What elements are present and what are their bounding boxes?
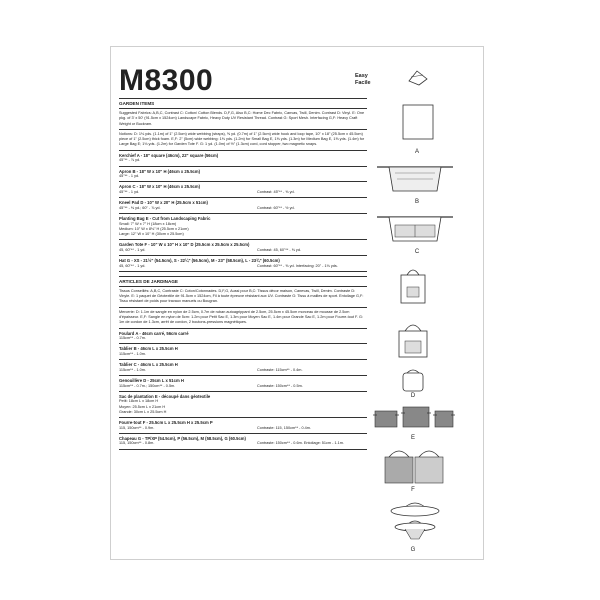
pattern-number: M8300	[119, 64, 214, 97]
yardage-contrast: Contrast: 45"** - ⅜ yd.	[257, 189, 295, 194]
yardage-row	[119, 384, 367, 389]
garden-tote-illustration	[379, 445, 449, 485]
yardage-main: 45"** - ⅞ yd.	[119, 158, 141, 163]
yardage-item-title: Apron B - 18" W x 10" H (46cm x 25.5cm)	[119, 168, 201, 174]
yardage-item-title: Foulard A - 46cm carré, 56cm carré	[119, 330, 189, 336]
tote-illustration-1	[393, 265, 433, 305]
hat-illustration	[385, 495, 445, 545]
yardage-item-title: Sac de plantation E - découpé dans géotextile	[119, 393, 211, 399]
view-label-g: G	[410, 547, 416, 553]
yardage-item-title: Hat G - XS - 21½" (54.5cm), S - 22¼" (56.5cm), M - 23" (58.5cm), L - 23¾" (60.5cm)	[119, 257, 280, 263]
yardage-main: Large: 12" W x 10" H (30cm x 25.5cm)	[119, 231, 184, 236]
yardage-row	[119, 368, 367, 373]
yardage-contrast: Contraste: 150cm** - 0.5m.	[257, 383, 303, 388]
yardage-row	[119, 352, 367, 357]
yardage-main: 115cm** - 1.0m.	[119, 367, 146, 372]
yardage-row	[119, 206, 367, 211]
yardage-contrast: Contrast: 60"** - ⅝ yd. Interfacing: 20" - 1⅛ yds.	[257, 263, 338, 268]
yardage-row	[119, 441, 367, 446]
notions-fr: Mercerie: D: 1.1m de sangle en nylon de 2.5cm, 0.7m de ruban autoagrippant de 2.5cm, 25.5cm x 45.5cm morceau de mousse de 2.5cm d'épaisseur. E,F: Sangle en nylon de 5cm: 1.2m pour Petit Sac E, 1.3m pour Moyen Sac E, 1.4m pour Grande Sac E, 1.2m pour Fourre-tout F. G: 1m de cordon de 1.3cm, arrêt de cordon, 2 boutons-pressions magnétiques.	[119, 309, 364, 325]
yardage-main: 115, 150cm** - 0.8m.	[119, 441, 155, 446]
view-illustrations	[369, 69, 479, 557]
yardage-contrast	[257, 336, 367, 341]
planting-bag-illustration	[371, 403, 457, 431]
yardage-contrast	[257, 232, 367, 237]
apron-b-illustration	[375, 161, 455, 197]
fabrics-en: Suggested Fabrics: A,B,C, Contrast C: Cotton/ Cotton Blends. D,F,G, Also B,C: Home Dec Fabric, Canvas, Twill, Denim. Contrast D: Vinyl. E: One pkg. of 3' x 50' (91.5cm x 1524cm) Landscape Fabric, Heavy Duty UV Resistant Thread. Contrast G: Sport Mesh. Interfacing G,F: Heavy Craft Weight or Buckram.	[119, 111, 365, 126]
yardage-main: 45"** - 1 yd.	[119, 174, 140, 179]
yardage-row	[119, 410, 367, 415]
yardage-row	[119, 232, 367, 237]
difficulty-fr: Facile	[355, 80, 371, 86]
yardage-contrast: Contraste: 115, 150cm** - 0.4m.	[257, 425, 311, 430]
yardage-item-title: Tablier C - 46cm L x 25.5cm H	[119, 362, 178, 368]
kerchief-illustration	[397, 69, 437, 149]
view-label-b: B	[414, 199, 419, 205]
pattern-envelope-back	[110, 46, 484, 560]
yardage-main: Grande: 30cm L x 25.5cm H	[119, 409, 167, 414]
yardage-list-en	[119, 153, 367, 272]
view-label-d: D	[410, 393, 416, 399]
yardage-item-title: Apron C - 18" W x 10" H (46cm x 25.5cm)	[119, 184, 201, 190]
yardage-main: 45"** - 1 yd.	[119, 189, 140, 194]
view-label-a: A	[414, 149, 419, 155]
apron-c-illustration	[375, 211, 455, 247]
yardage-contrast	[257, 352, 367, 357]
yardage-item-title: Kneel Pad D - 10" W x 20" H (25.5cm x 51cm)	[119, 200, 208, 206]
yardage-row	[119, 248, 367, 253]
yardage-item-title: Fourre-tout F - 25.5cm L x 25.5cm H x 25.5cm P	[119, 419, 213, 425]
yardage-contrast	[257, 158, 367, 163]
tote-illustration-2	[393, 319, 433, 359]
yardage-main: Small: 7" W x 7" H (18cm x 18cm)	[119, 221, 177, 226]
yardage-contrast: Contraste: 115cm** - 0.4m.	[257, 367, 303, 372]
yardage-item-title: Chapeau G - TP/XP (54.5cm), P (56.5cm), M (58.5cm), G (60.5cm)	[119, 435, 246, 441]
yardage-item-title: Planting Bag E - Cut from Landscaping Fabric	[119, 215, 211, 221]
view-label-c: C	[414, 249, 420, 255]
yardage-main: 45, 60"** - 1 yd.	[119, 247, 146, 252]
yardage-row	[119, 264, 367, 269]
section-heading-en: GARDEN ITEMS	[119, 101, 155, 106]
yardage-contrast: Contrast: 60"** - ½ yd.	[257, 205, 295, 210]
yardage-row	[119, 158, 367, 163]
yardage-main: 115cm** - 1.0m.	[119, 351, 146, 356]
text-column	[119, 96, 367, 452]
yardage-row	[119, 336, 367, 341]
yardage-main: 45, 60"** - 1 yd.	[119, 263, 146, 268]
view-label-f: F	[411, 487, 415, 493]
yardage-main: Medium: 10" W x 8⅛" H (25.5cm x 21cm)	[119, 226, 189, 231]
yardage-main: 115cm** - 0.7m.	[119, 336, 146, 341]
fabrics-fr: Tissus Conseillés: A,B,C, Contraste C: Coton/Cotonnades. D,F,G, Aussi pour B,C: Tissus décor maison, Canevas, Twill, Denim. Contraste D: Vinyle. E: 1 paquet de Géotextile de 91.5cm x 1524cm, Fil à toute épreuve résistant aux UV. Contraste G: Tissu à mailles de sport. Entoilage G,F: Tissu résistant de poids pour travaux manuels ou Bougran.	[119, 288, 364, 304]
yardage-row	[119, 426, 367, 431]
yardage-main: Moyen: 25.5cm L x 21cm H	[119, 404, 166, 409]
yardage-list-fr	[119, 331, 367, 450]
yardage-main: 45"** - ⅜ yd.; 60" - ⅞ yd.	[119, 205, 161, 210]
yardage-main: Petit: 18cm L x 18cm H	[119, 399, 159, 404]
section-heading-fr: ARTICLES DE JARDINAGE	[119, 278, 178, 284]
yardage-main: 115, 150cm** - 0.9m.	[119, 425, 155, 430]
yardage-row	[119, 174, 367, 179]
yardage-contrast	[257, 410, 367, 415]
notions-en: Notions: D: 1⅛ yds. (1.1m) of 1" (2.5cm) wide webbing (straps), ⅝ yd. (0.7m) of 1" (2.5cm) wide hook and loop tape, 10" x 18" (25.5cm x 45.5cm) piece of 1" (2.5cm) thick foam. E,F: 2" (5cm) wide webbing: 1⅜ yds. (1.2m) for Small Bag E, 1⅜ yds. (1.3m) for Medium Bag E, 1⅝ yds. (1.4m) for Large Bag E; 1⅛ yds. (1.2m) for Garden Tote F. G: 1 yd. (1.0m) of ½" (1.3cm) cord, cord stopper, two magnetic snaps.	[119, 131, 365, 147]
yardage-contrast	[257, 174, 367, 179]
kneel-pad-illustration	[397, 367, 429, 393]
yardage-item-title: Tablier B - 46cm L x 25.5cm H	[119, 346, 178, 352]
yardage-main: 115cm** - 0.7m.; 150cm** - 0.5m.	[119, 383, 176, 388]
yardage-item-title: Kerchief A - 18" square (46cm), 22" square (56cm)	[119, 152, 219, 158]
yardage-item-title: Genouillère D - 25cm L x 51cm H	[119, 377, 184, 383]
yardage-row	[119, 190, 367, 195]
yardage-contrast: Contraste: 150cm** - 0.6m. Entoilage: 51cm - 1.1m.	[257, 441, 344, 446]
view-label-e: E	[410, 435, 415, 441]
yardage-item-title: Garden Tote F - 10" W x 10" H x 10" D (25.5cm x 25.5cm x 25.5cm)	[119, 242, 250, 248]
difficulty-en: Easy	[355, 73, 368, 79]
yardage-contrast: Contrast: 45, 60"** - ⅜ yd.	[257, 247, 301, 252]
